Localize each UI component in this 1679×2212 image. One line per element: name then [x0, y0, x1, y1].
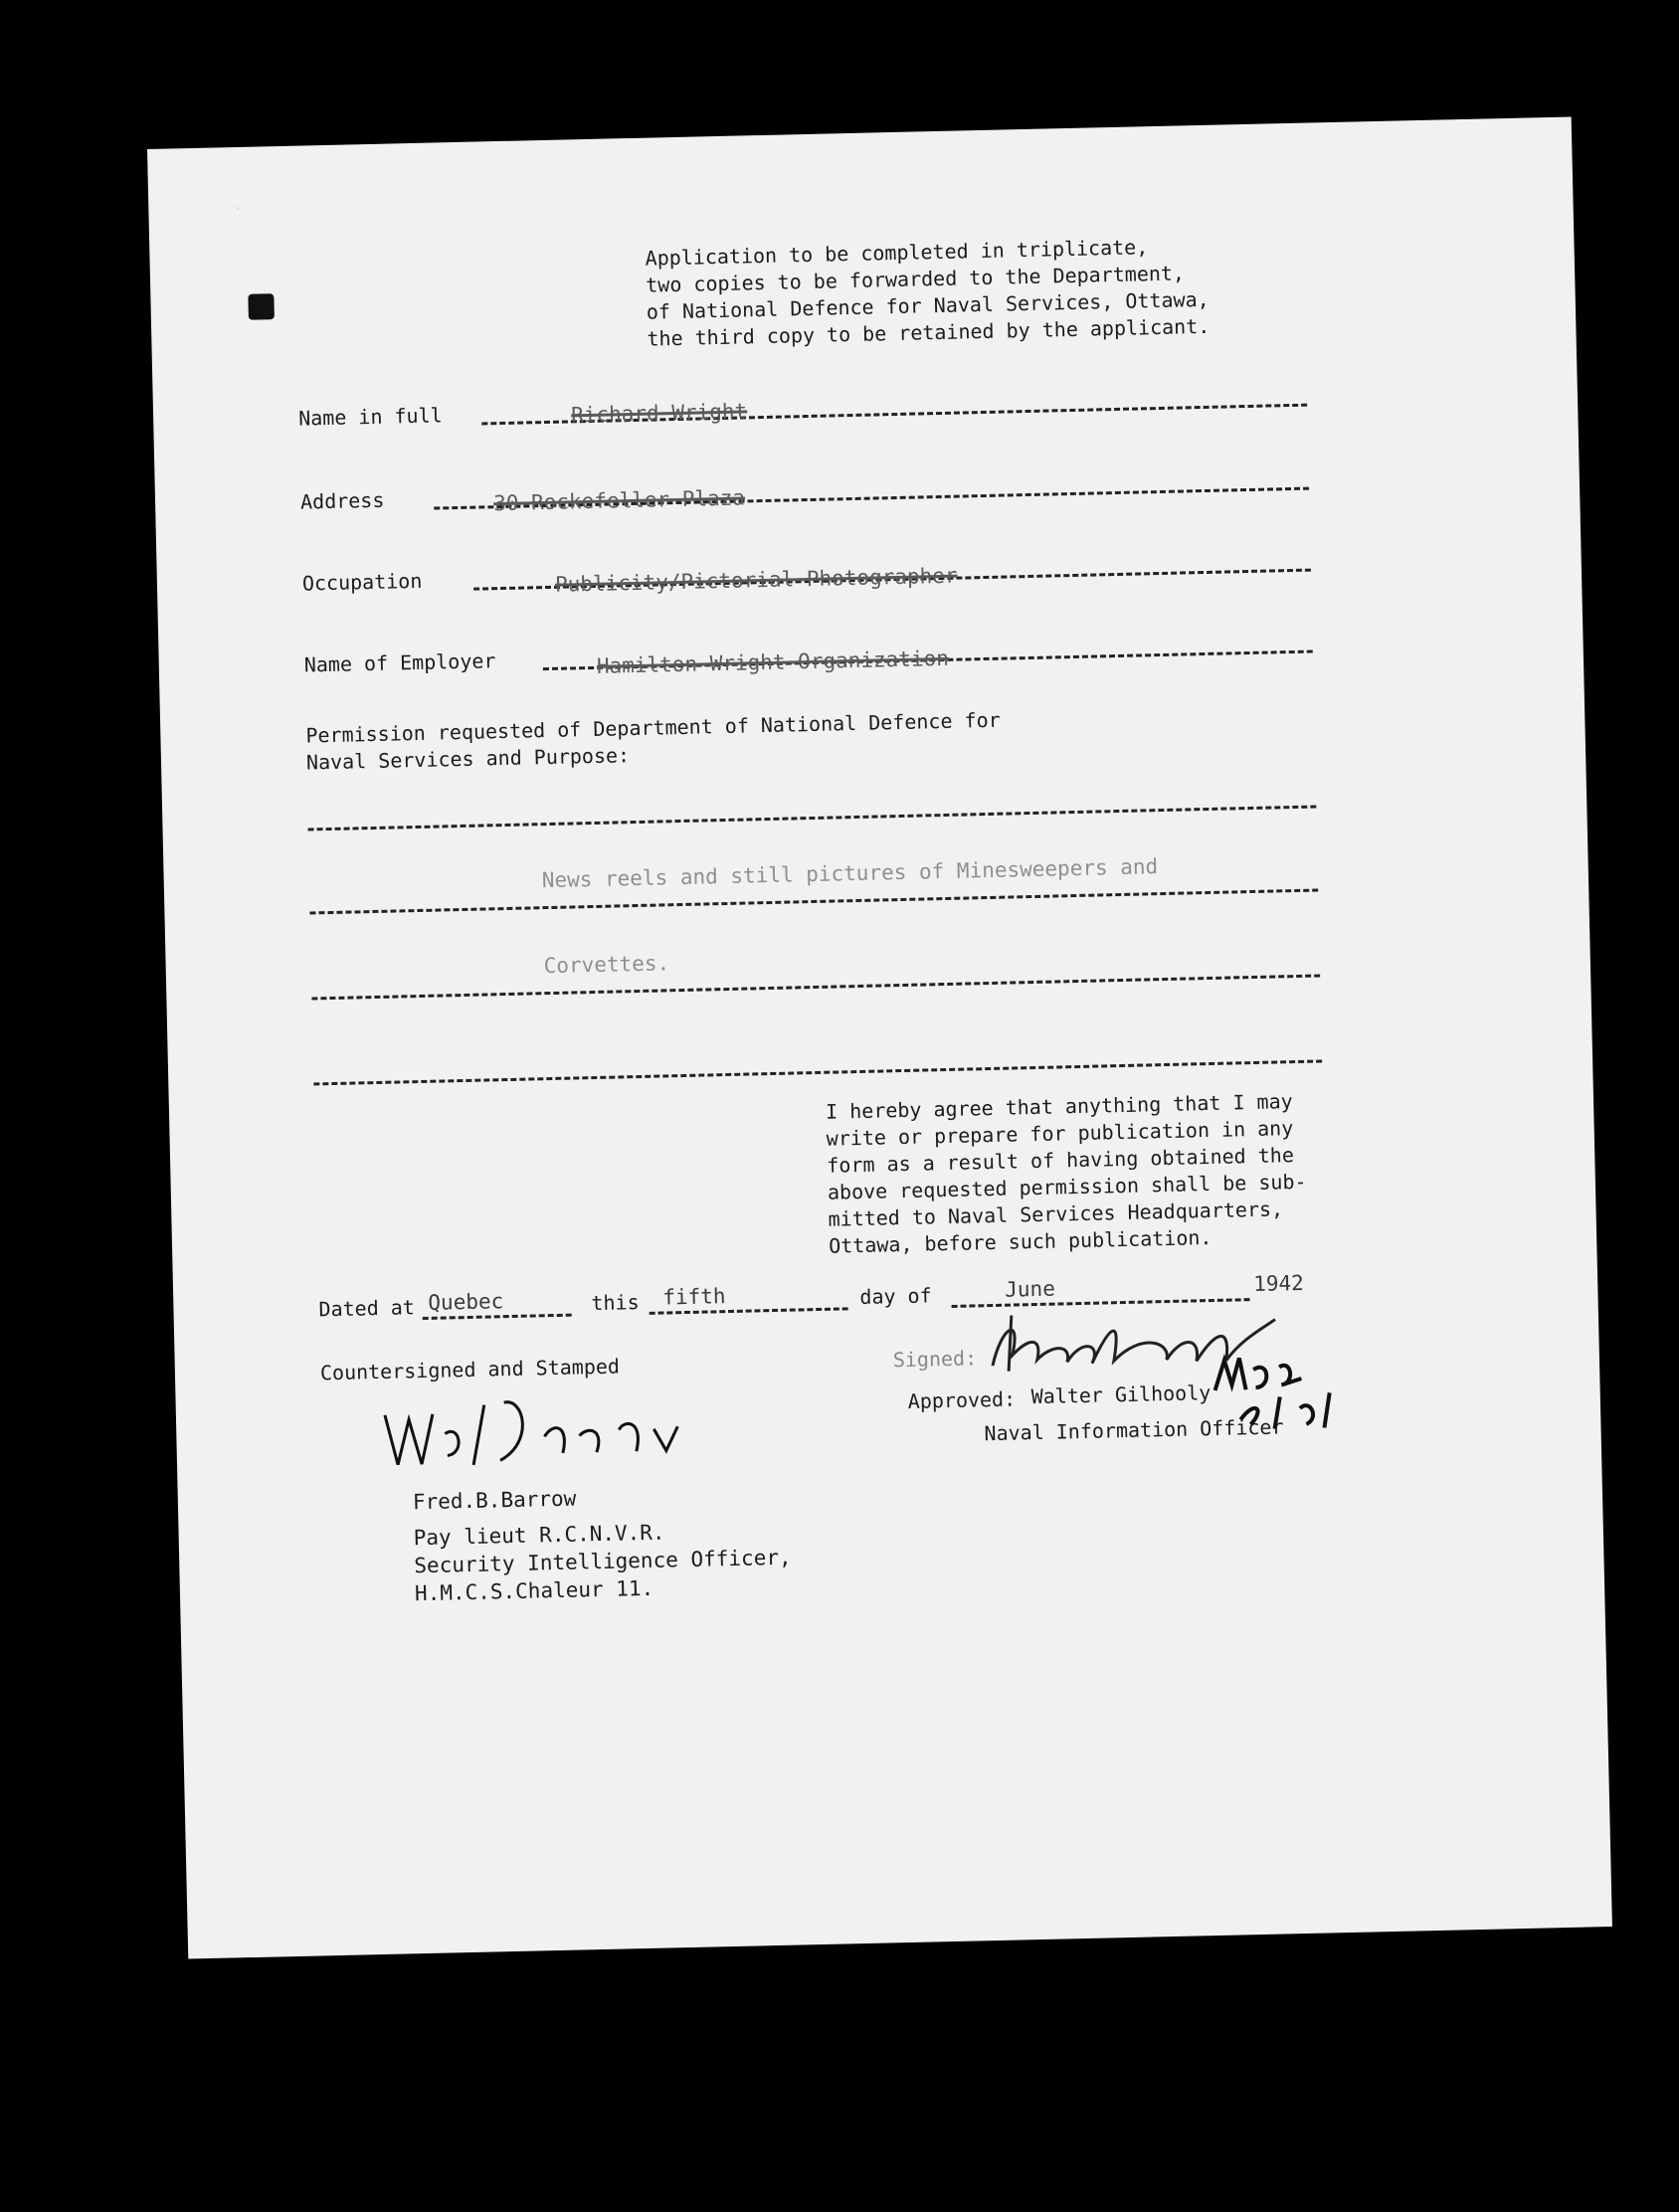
purpose-line-4	[313, 1059, 1322, 1085]
countersigner-unit: H.M.C.S.Chaleur 11.	[414, 1575, 654, 1606]
notice-line: Application to be completed in triplicate,	[645, 235, 1149, 271]
permission-label	[305, 707, 1001, 777]
countersigned-label: Countersigned and Stamped	[319, 1354, 621, 1385]
approved-label: Approved:	[907, 1386, 1017, 1413]
dated-month: June	[1004, 1276, 1056, 1302]
signed-label: Signed:	[892, 1346, 978, 1373]
agreement-line: mitted to Naval Services Headquarters,	[828, 1197, 1284, 1231]
agreement-line: Ottawa, before such publication.	[828, 1225, 1213, 1258]
document-sheet	[147, 117, 1612, 1959]
instructions-notice	[645, 233, 1210, 353]
countersigner-position: Security Intelligence Officer,	[414, 1545, 792, 1578]
notice-line: two copies to be forwarded to the Department,	[645, 261, 1186, 297]
agreement-line: form as a result of having obtained the	[827, 1143, 1295, 1178]
permission-label-line: Naval Services and Purpose:	[305, 743, 631, 775]
countersigner-name: Fred.B.Barrow	[412, 1486, 577, 1515]
occupation-label: Occupation	[301, 568, 423, 596]
name-label: Name in full	[297, 403, 443, 431]
countersign-signature	[374, 1388, 704, 1475]
notice-line: of National Defence for Naval Services, Ottawa,	[646, 286, 1210, 324]
speck	[236, 207, 239, 210]
purpose-line-1	[308, 806, 1317, 831]
permission-label-line: Permission requested of Department of National Defence for	[305, 707, 1001, 748]
employer-label: Name of Employer	[303, 648, 496, 677]
notice-line: the third copy to be retained by the applicant.	[647, 313, 1211, 351]
dated-at-label: Dated at	[318, 1295, 416, 1322]
agreement-line: above requested permission shall be sub-	[827, 1169, 1307, 1204]
dated-day: fifth	[662, 1284, 726, 1310]
dated-year: 1942	[1252, 1270, 1305, 1297]
punch-hole	[248, 293, 275, 320]
address-value: 30 Rockefeller Plaza	[492, 485, 746, 516]
approver-initials	[1210, 1347, 1371, 1440]
purpose-line-3	[311, 974, 1320, 1000]
this-label: this	[591, 1290, 640, 1316]
purpose-text-1: News reels and still pictures of Minesweepers and	[541, 854, 1159, 893]
occupation-value: Publicity/Pictorial Photographer	[554, 563, 958, 597]
countersigner-block	[413, 1480, 793, 1608]
agreement-paragraph	[826, 1088, 1308, 1260]
agreement-line: I hereby agree that anything that I may	[825, 1089, 1293, 1124]
dated-place: Quebec	[428, 1289, 504, 1315]
approved-name: Walter Gilhooly	[1030, 1381, 1212, 1409]
place-line	[423, 1314, 572, 1320]
purpose-text-2: Corvettes.	[543, 951, 670, 979]
approved-title: Naval Information Officer	[984, 1414, 1284, 1446]
countersigner-rank: Pay lieut R.C.N.V.R.	[413, 1520, 665, 1551]
name-value: Richard Wright	[570, 399, 748, 428]
day-of-label: day of	[859, 1283, 932, 1310]
employer-value: Hamilton Wright Organization	[596, 645, 950, 678]
agreement-line: write or prepare for publication in any	[826, 1116, 1294, 1151]
address-label: Address	[299, 487, 385, 514]
purpose-line-2	[309, 888, 1318, 914]
